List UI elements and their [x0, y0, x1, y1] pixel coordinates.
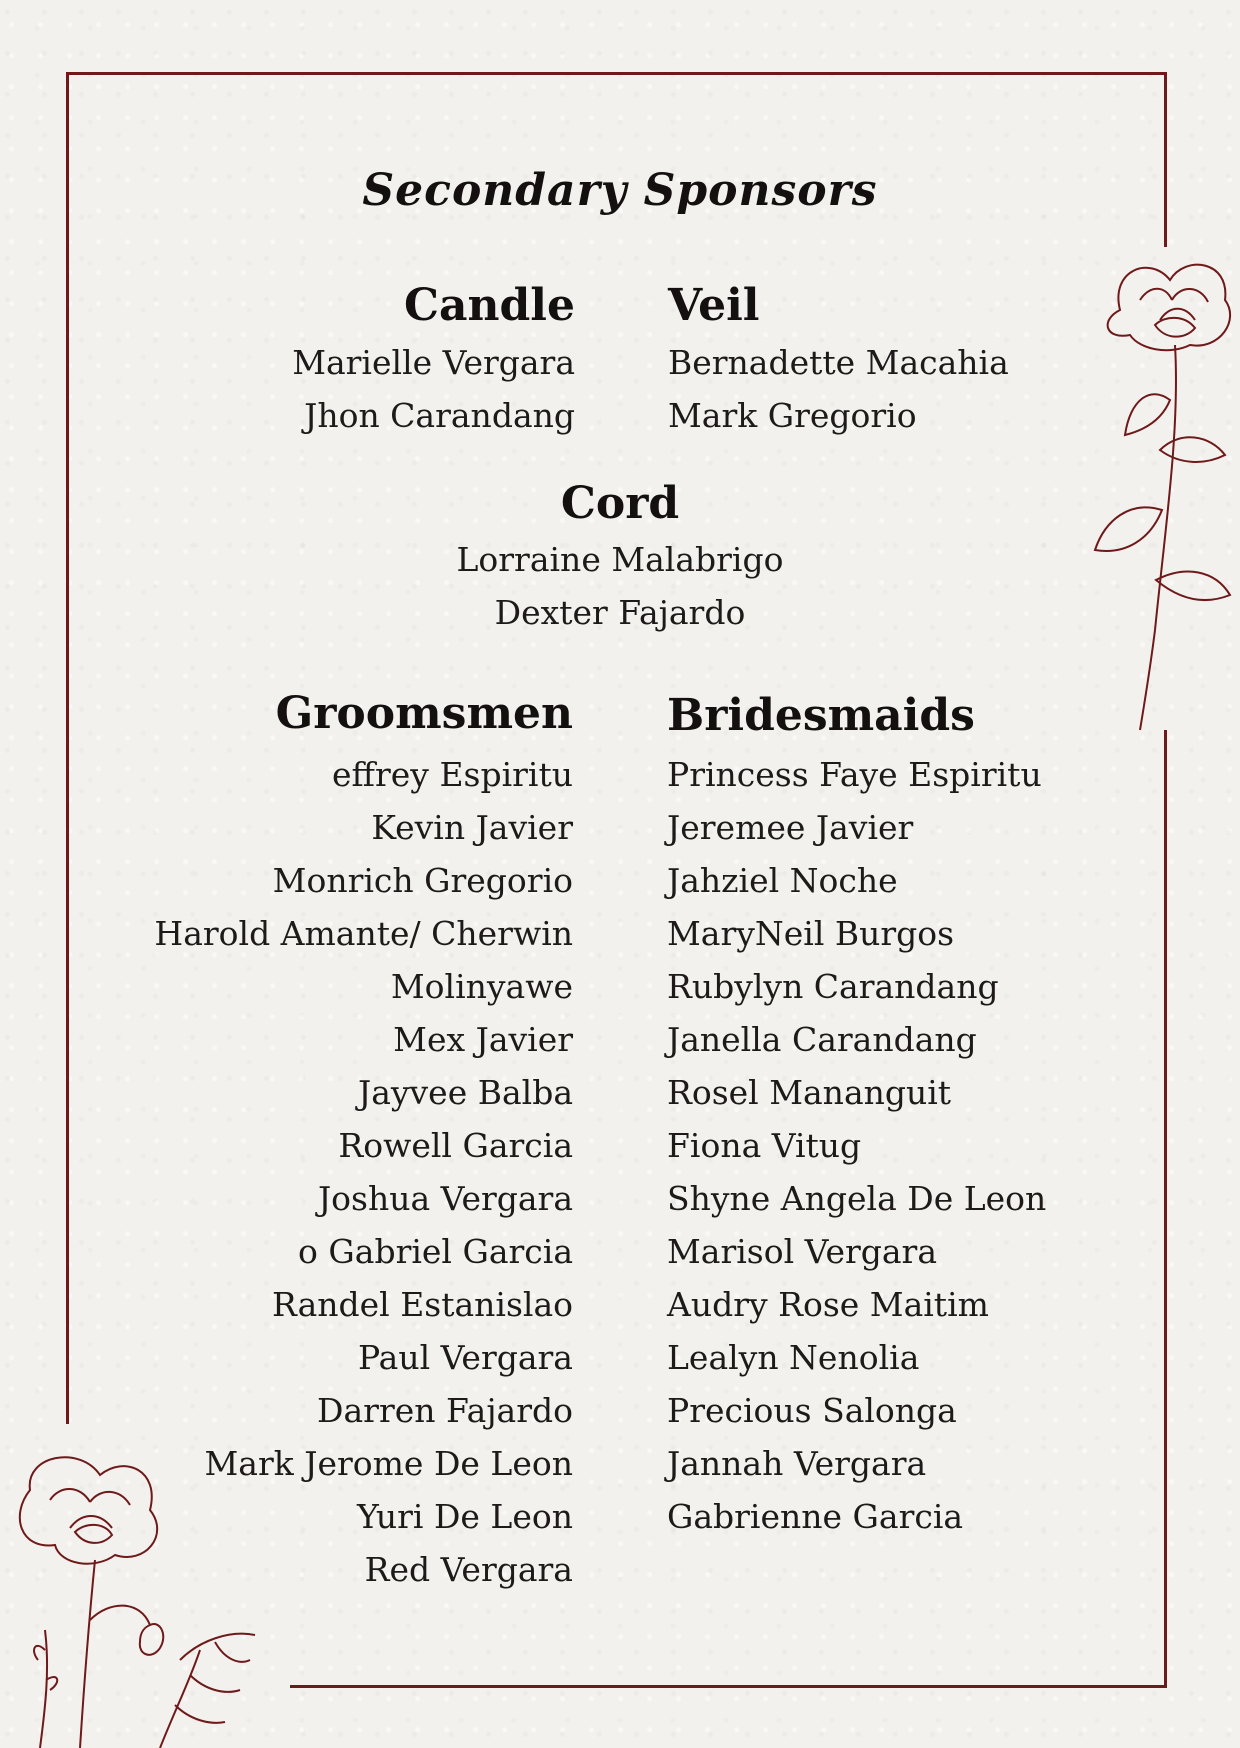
- frame-top-border: [66, 72, 1167, 75]
- list-item: Randel Estanislao: [271, 1285, 573, 1324]
- bridesmaids-name-list: [667, 748, 1046, 1543]
- groomsmen-name-list: [154, 748, 573, 1596]
- list-item: Jannah Vergara: [667, 1444, 927, 1483]
- list-item: Rowell Garcia: [338, 1126, 573, 1165]
- section-heading-cord: Cord: [560, 478, 680, 529]
- cord-name-list: [0, 533, 1240, 639]
- list-item: Dexter Fajardo: [494, 593, 746, 632]
- section-heading-veil: Veil: [668, 280, 760, 331]
- list-item: Rubylyn Carandang: [667, 967, 999, 1006]
- list-item: effrey Espiritu: [332, 755, 573, 794]
- list-item: Marisol Vergara: [667, 1232, 937, 1271]
- list-item: Paul Vergara: [357, 1338, 573, 1377]
- list-item: Precious Salonga: [667, 1391, 957, 1430]
- list-item: Jayvee Balba: [357, 1073, 573, 1112]
- list-item: Monrich Gregorio: [272, 861, 573, 900]
- list-item: Marielle Vergara: [292, 343, 575, 382]
- list-item: Princess Faye Espiritu: [667, 755, 1042, 794]
- list-item: Lealyn Nenolia: [667, 1338, 920, 1377]
- list-item: Red Vergara: [364, 1550, 573, 1589]
- list-item: Jahziel Noche: [667, 861, 898, 900]
- list-item: o Gabriel Garcia: [298, 1232, 573, 1271]
- list-item: Molinyawe: [390, 967, 573, 1006]
- list-item: Bernadette Macahia: [668, 343, 1009, 382]
- veil-name-list: [668, 336, 1009, 442]
- section-heading-candle: Candle: [404, 280, 575, 331]
- list-item: Audry Rose Maitim: [667, 1285, 989, 1324]
- frame-left-border: [66, 72, 69, 1424]
- section-heading-groomsmen: Groomsmen: [275, 688, 573, 739]
- list-item: Mex Javier: [393, 1020, 573, 1059]
- frame-right-border-upper: [1164, 72, 1167, 247]
- list-item: Jhon Carandang: [304, 396, 575, 435]
- section-heading-bridesmaids: Bridesmaids: [667, 690, 975, 741]
- list-item: Lorraine Malabrigo: [456, 540, 784, 579]
- list-item: Joshua Vergara: [317, 1179, 573, 1218]
- page-title: Secondary Sponsors: [362, 165, 878, 216]
- list-item: Darren Fajardo: [317, 1391, 573, 1430]
- list-item: Harold Amante/ Cherwin: [154, 914, 573, 953]
- list-item: Shyne Angela De Leon: [667, 1179, 1047, 1218]
- list-item: Gabrienne Garcia: [667, 1497, 964, 1536]
- frame-right-border-lower: [1164, 730, 1167, 1688]
- candle-name-list: [292, 336, 575, 442]
- list-item: Mark Jerome De Leon: [204, 1444, 573, 1483]
- list-item: Mark Gregorio: [668, 396, 917, 435]
- list-item: Rosel Mananguit: [667, 1073, 952, 1112]
- list-item: Fiona Vitug: [667, 1126, 862, 1165]
- list-item: Kevin Javier: [371, 808, 573, 847]
- list-item: Janella Carandang: [667, 1020, 977, 1059]
- list-item: Jeremee Javier: [667, 808, 914, 847]
- list-item: Yuri De Leon: [356, 1497, 573, 1536]
- frame-bottom-border: [290, 1685, 1167, 1688]
- list-item: MaryNeil Burgos: [667, 914, 955, 953]
